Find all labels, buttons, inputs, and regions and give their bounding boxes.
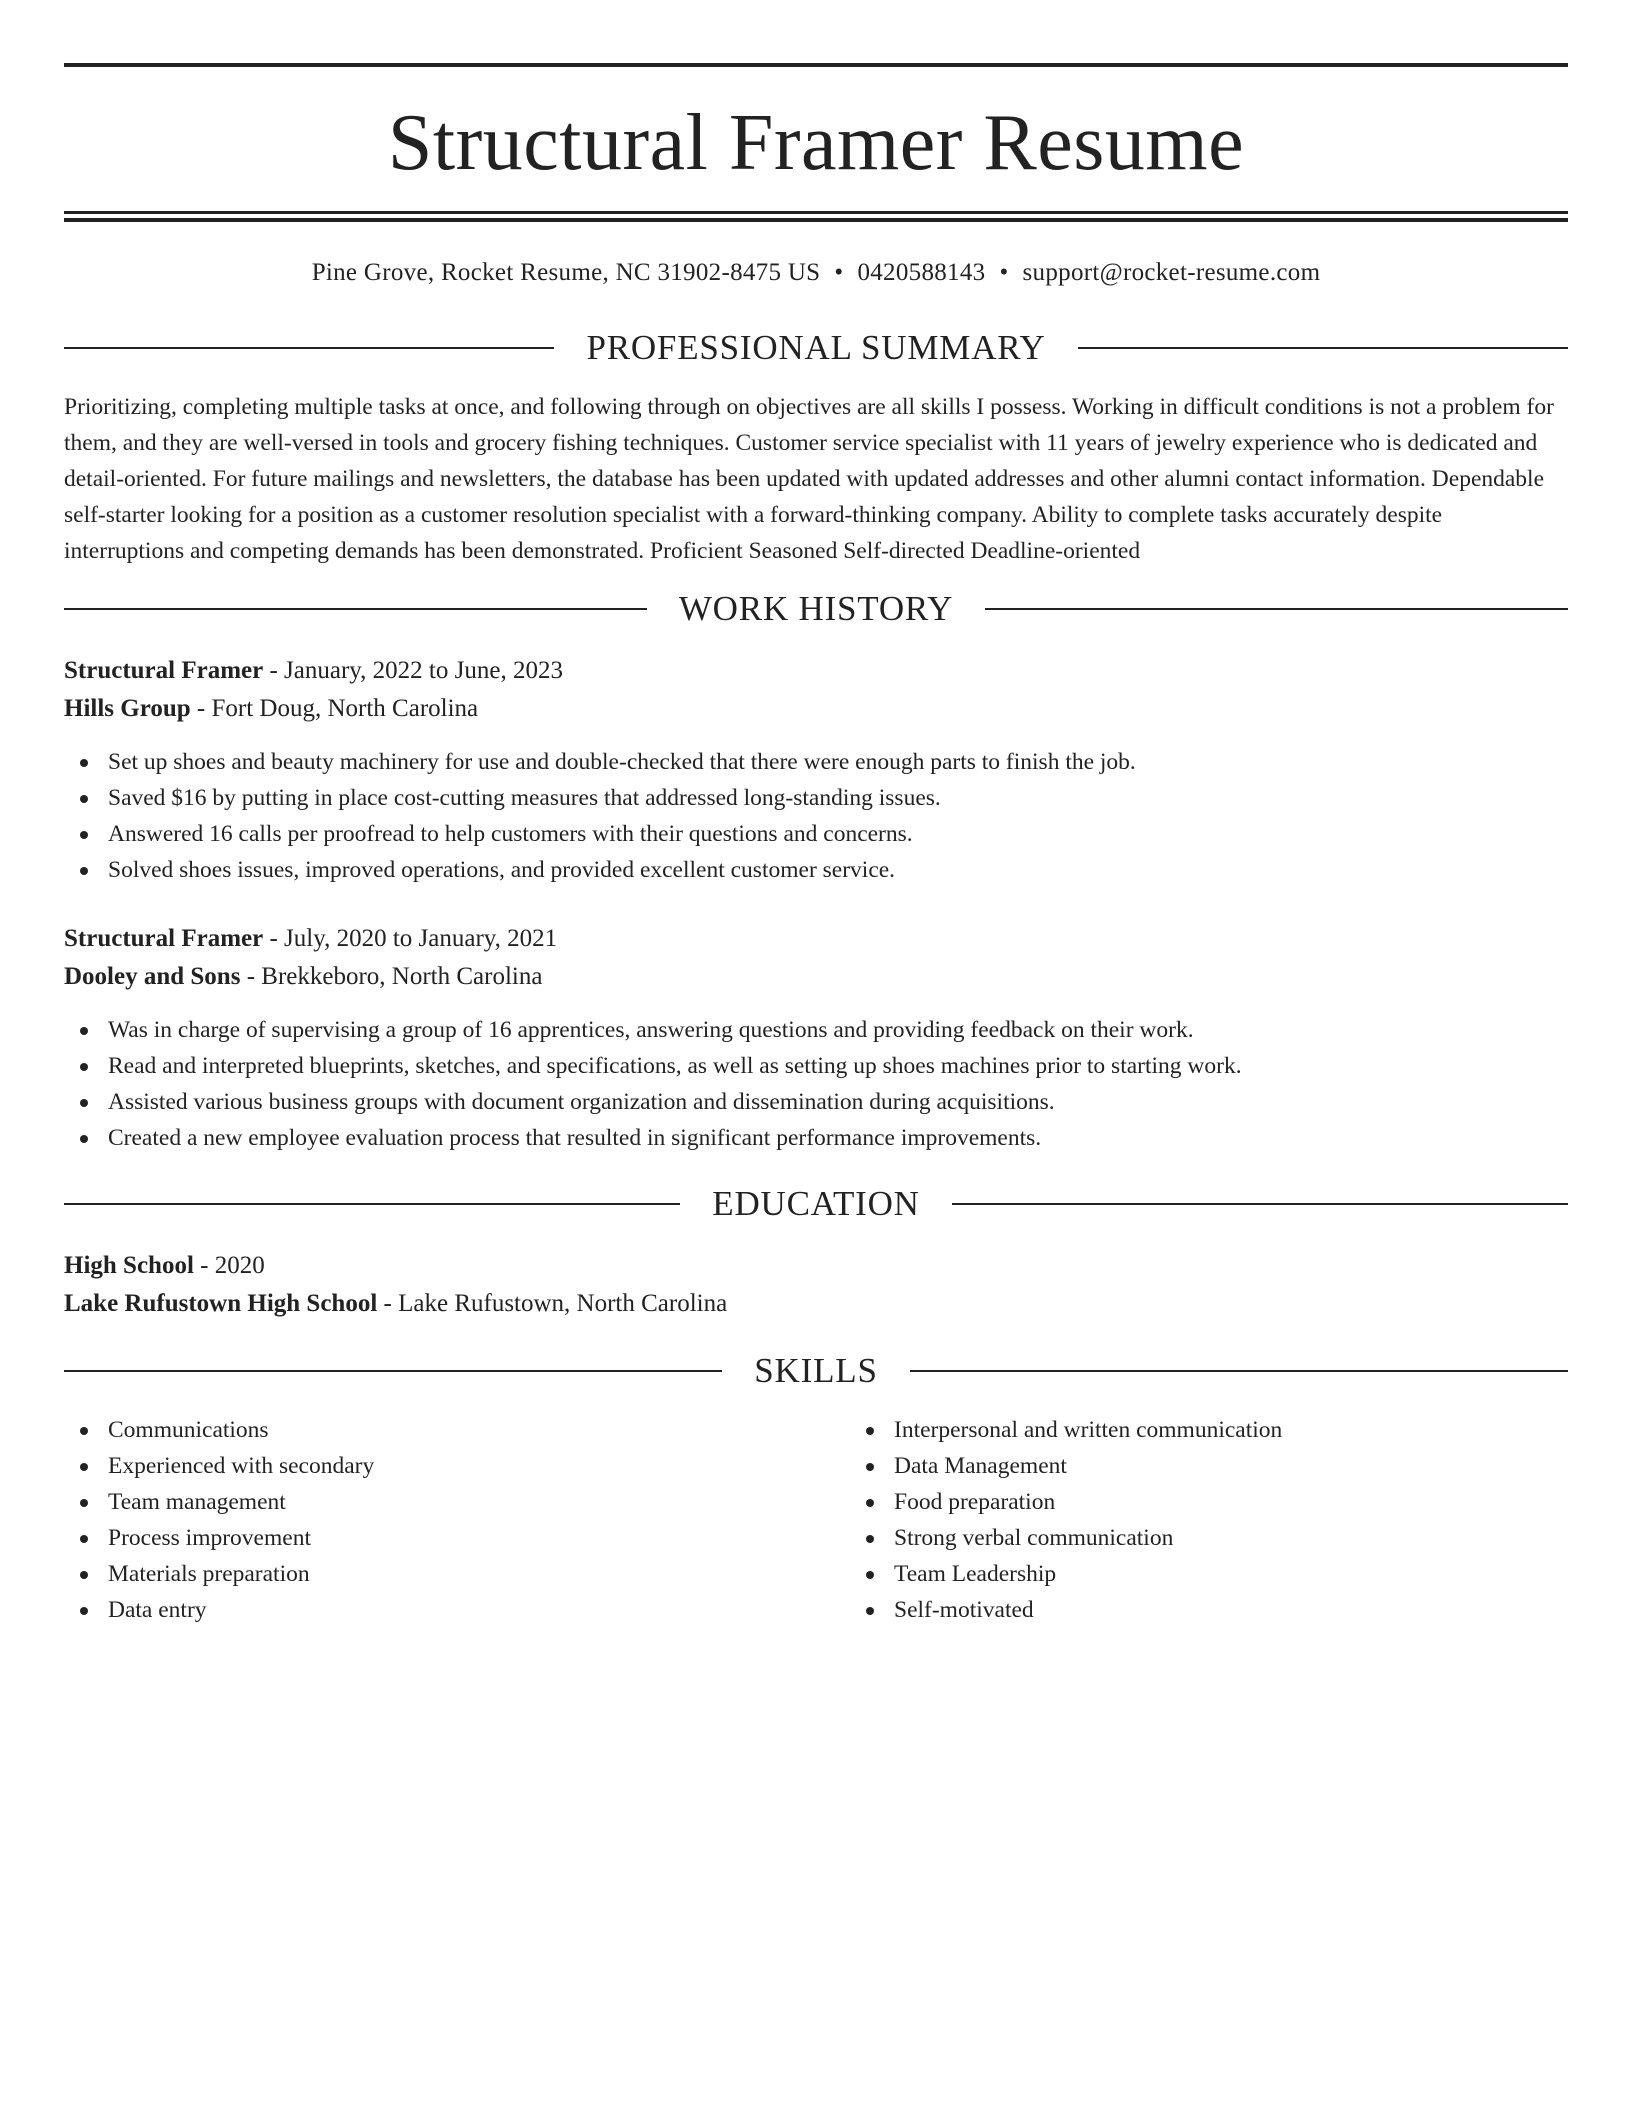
summary-text: Prioritizing, completing multiple tasks at once, and following through on objectives are all skills I possess. Working in difficult conditions is not a problem for them, and they are well-versed in tools and grocery fishing techniques. Customer service specialist with 11 years of jewelry experience who is dedicated and detail-oriented. For future mailings and newsletters, the database has been updated with updated addresses and other alumni contact information. Dependable self-starter looking for a position as a customer resolution specialist with a forward-thinking company. Ability to complete tasks accurately despite interruptions and competing demands has been demonstrated. Proficient Seasoned Self-directed Deadline-oriented: [64, 394, 1554, 564]
work-section-heading: [64, 591, 1568, 626]
education-location: - Lake Rufustown, North Carolina: [377, 1290, 728, 1317]
resume-title: Structural Framer Resume: [387, 99, 1245, 187]
skills-column-left: [64, 1412, 850, 1628]
heading-rule-left: [64, 347, 554, 349]
heading-rule-left: [64, 1370, 722, 1372]
job-location: - Brekkeboro, North Carolina: [240, 963, 543, 990]
list-item: Team Leadership: [894, 1556, 1612, 1592]
job-bullets: [64, 1012, 1568, 1156]
list-item: Was in charge of supervising a group of 16 apprentices, answering questions and providing feedback on their work.: [108, 1012, 1568, 1048]
education-entry: [64, 1247, 1568, 1323]
list-item: Process improvement: [108, 1520, 850, 1556]
heading-rule-right: [952, 1203, 1568, 1205]
job-dates: - July, 2020 to January, 2021: [263, 925, 558, 952]
list-item: Read and interpreted blueprints, sketches, and specifications, as well as setting up shoes machines prior to starting work.: [108, 1048, 1568, 1084]
contact-phone: 0420588143: [857, 259, 986, 286]
list-item: Data entry: [108, 1592, 850, 1628]
heading-rule-right: [985, 608, 1568, 610]
education-degree: High School: [64, 1252, 194, 1279]
heading-rule-left: [64, 1203, 680, 1205]
list-item: Experienced with secondary: [108, 1448, 850, 1484]
education-year: - 2020: [193, 1252, 265, 1279]
list-item: Communications: [108, 1412, 850, 1448]
list-item: Strong verbal communication: [894, 1520, 1612, 1556]
job-company: Hills Group: [64, 695, 191, 722]
job-title: Structural Framer: [64, 657, 264, 684]
contact-email: support@rocket-resume.com: [1022, 259, 1321, 286]
list-item: Self-motivated: [894, 1592, 1612, 1628]
job-company-line: [64, 690, 1568, 728]
list-item: Data Management: [894, 1448, 1612, 1484]
summary-section-heading: [64, 330, 1568, 365]
education-heading: EDUCATION: [712, 1184, 920, 1223]
job-location: - Fort Doug, North Carolina: [190, 695, 479, 722]
skills-section-heading: [64, 1353, 1568, 1388]
job-bullets: [64, 744, 1568, 888]
job-title-line: [64, 652, 1568, 690]
contact-separator: •: [834, 259, 844, 286]
education-degree-line: [64, 1247, 1568, 1285]
header-top-rule: [64, 63, 1568, 67]
work-heading: WORK HISTORY: [678, 589, 954, 628]
education-section-heading: [64, 1186, 1568, 1221]
contact-address: Pine Grove, Rocket Resume, NC 31902-8475 US: [311, 259, 821, 286]
education-school: Lake Rufustown High School: [64, 1290, 378, 1317]
summary-heading: PROFESSIONAL SUMMARY: [586, 328, 1046, 367]
list-item: Food preparation: [894, 1484, 1612, 1520]
resume-page: [64, 0, 1568, 1628]
skills-column-right: [850, 1412, 1612, 1628]
skills-heading: SKILLS: [754, 1351, 878, 1390]
skills-grid: [64, 1412, 1568, 1628]
heading-rule-left: [64, 608, 647, 610]
list-item: Saved $16 by putting in place cost-cutting measures that addressed long-standing issues.: [108, 780, 1568, 816]
job-company-line: [64, 958, 1568, 996]
list-item: Set up shoes and beauty machinery for use and double-checked that there were enough parts to finish the job.: [108, 744, 1568, 780]
list-item: Solved shoes issues, improved operations, and provided excellent customer service.: [108, 852, 1568, 888]
job-title-line: [64, 920, 1568, 958]
list-item: Materials preparation: [108, 1556, 850, 1592]
job-entry: [64, 920, 1568, 1156]
job-dates: - January, 2022 to June, 2023: [263, 657, 563, 684]
education-school-line: [64, 1285, 1568, 1323]
list-item: Created a new employee evaluation process that resulted in significant performance improvements.: [108, 1120, 1568, 1156]
contact-separator: •: [999, 259, 1009, 286]
header-double-rule: [64, 211, 1568, 222]
list-item: Assisted various business groups with document organization and dissemination during acquisitions.: [108, 1084, 1568, 1120]
job-entry: [64, 652, 1568, 888]
contact-line: [64, 258, 1568, 288]
list-item: Team management: [108, 1484, 850, 1520]
job-title: Structural Framer: [64, 925, 264, 952]
list-item: Answered 16 calls per proofread to help customers with their questions and concerns.: [108, 816, 1568, 852]
job-company: Dooley and Sons: [64, 963, 241, 990]
heading-rule-right: [1078, 347, 1568, 349]
heading-rule-right: [910, 1370, 1568, 1372]
list-item: Interpersonal and written communication: [894, 1412, 1612, 1448]
